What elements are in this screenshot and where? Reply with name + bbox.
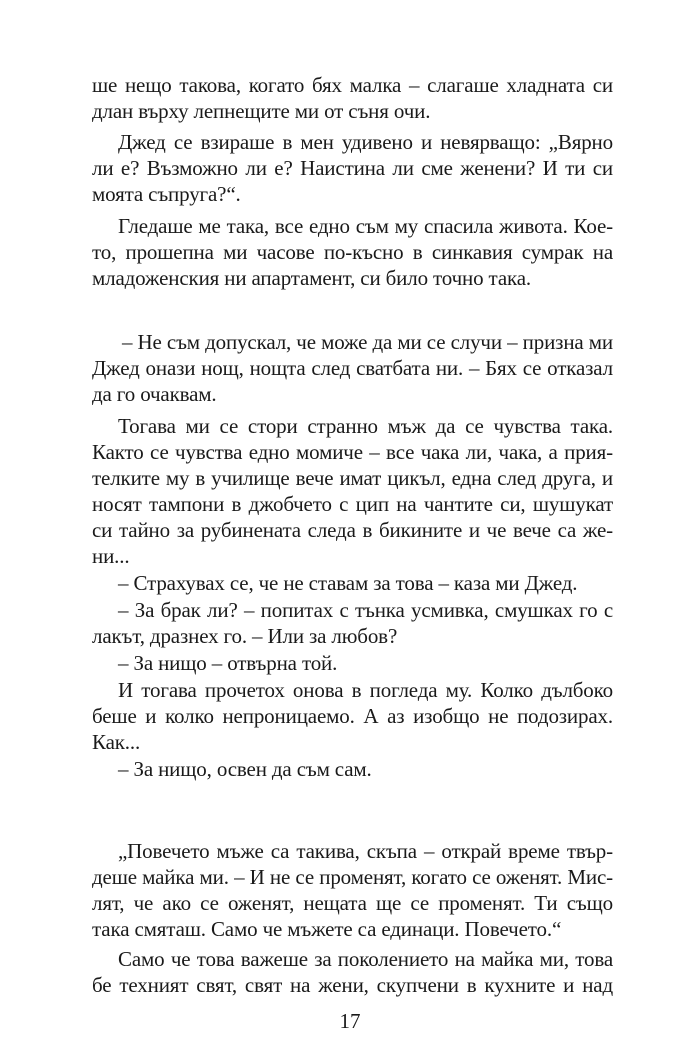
text-line: лят, че ако се оженят, нещата ще се променят. Ти също [92,891,613,915]
text-line: Само че това важеше за поколението на майка ми, това [118,947,613,971]
text-line: – Не съм допускал, че може да ми се случи – призна ми [122,330,613,354]
text-line: Джед се взираше в мен удивено и невярващо: „Вярно [118,130,613,154]
text-line: ли е? Възможно ли е? Наистина ли сме женени? И ти си [92,156,613,180]
text-line: Гледаше ме така, все едно съм му спасила живота. Кое- [118,214,613,238]
text-line: ше нещо такова, когато бях малка – слагаше хладната си [92,73,613,97]
text-line: Тогава ми се стори странно мъж да се чувства така. [118,414,613,438]
text-line: – Страхувах се, че не ставам за това – каза ми Джед. [118,571,578,595]
text-line: Как... [92,730,141,754]
text-line: Както се чувства едно момиче – все чака ли, чака, а прия- [92,440,613,464]
text-line: беше и колко непроницаемо. А аз изобщо не подозирах. [92,704,613,728]
text-line: – За брак ли? – попитах с тънка усмивка, смушках го с [118,598,613,622]
text-line: – За нищо – отвърна той. [118,651,338,675]
text-line: носят тампони в джобчето с цип на чантите си, шушукат [92,492,613,516]
text-line: бе техният свят, свят на жени, скупчени в кухните и над [92,973,613,997]
text-line: И тогава прочетох онова в погледа му. Колко дълбоко [118,678,613,702]
page-number: 17 [339,1009,361,1033]
text-line: Джед онази нощ, нощта след сватбата ни. – Бях се отказал [92,356,613,380]
text-line: деше майка ми. – И не се променят, когато се оженят. Мис- [92,865,613,889]
text-line: то, прошепна ми часове по-късно в синкавия сумрак на [92,240,613,264]
text-line: длан върху лепнещите ми от съня очи. [92,99,431,123]
text-line: ни... [92,544,130,568]
text-line: младоженския ни апартамент, си било точно така. [92,266,531,290]
text-line: така смяташ. Само че мъжете са единаци. Повечето.“ [92,917,562,941]
text-line: да го очаквам. [92,382,217,406]
text-line: „Повечето мъже са такива, скъпа – открай време твър- [118,839,613,863]
text-line: моята съпруга?“. [92,182,241,206]
text-line: си тайно за рубинената следа в бикините и че вече са же- [92,518,613,542]
text-line: телките му в училище вече имат цикъл, една след друга, и [92,466,613,490]
text-line: лакът, дразнех го. – Или за любов? [92,624,398,648]
text-line: – За нищо, освен да съм сам. [118,757,372,781]
